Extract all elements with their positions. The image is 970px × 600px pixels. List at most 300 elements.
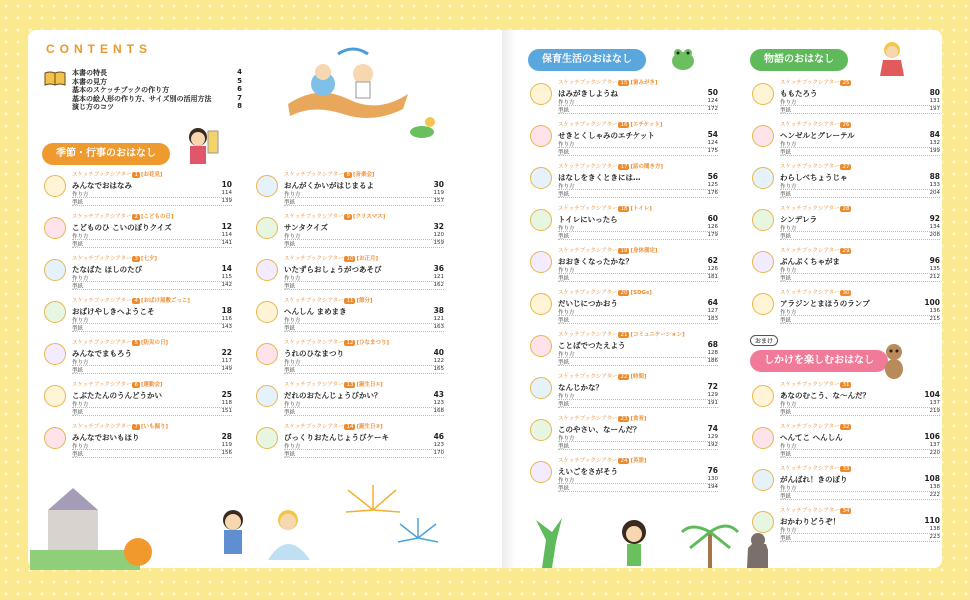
entry-page: 64 (707, 298, 718, 307)
girl-hood-icon (877, 40, 907, 78)
make-label: 作り方 (284, 276, 301, 282)
entry-title: だいじにつかおう (558, 299, 618, 308)
paper-page: 157 (433, 198, 444, 204)
make-label: 作り方 (72, 318, 89, 324)
entry-kicker (72, 296, 190, 304)
toc-entry[interactable] (256, 254, 444, 294)
toc-entry[interactable] (530, 120, 718, 160)
entry-page: 92 (929, 214, 940, 223)
entry-kicker (284, 296, 373, 304)
entry-thumbnail-icon (530, 251, 552, 273)
entry-make-row (558, 350, 718, 358)
book-icon (44, 70, 66, 86)
entry-kicker (780, 380, 852, 388)
entry-thumbnail-icon (44, 385, 66, 407)
paper-label: 型紙 (780, 318, 792, 324)
toc-entry[interactable] (530, 288, 718, 328)
toc-entry[interactable] (752, 380, 940, 420)
make-label: 作り方 (558, 142, 575, 148)
paper-page: 192 (707, 442, 718, 448)
paper-page: 220 (929, 450, 940, 456)
entry-paper-row (558, 148, 718, 156)
make-page: 137 (929, 442, 940, 448)
paper-page: 199 (929, 148, 940, 154)
entry-paper-row (780, 274, 940, 282)
entry-page: 36 (433, 264, 444, 273)
entry-title: こぶたたんのうんどうかい (72, 391, 162, 400)
toc-entry[interactable] (44, 212, 232, 252)
aladdin-carpet-illustration (278, 44, 418, 124)
entry-paper-row (558, 190, 718, 198)
paper-label: 型紙 (284, 242, 296, 248)
entry-number: 19 (620, 248, 628, 254)
entry-kicker-prefix: スケッチブックシアター (780, 466, 840, 472)
make-page: 114 (221, 190, 232, 196)
make-label: 作り方 (780, 486, 797, 492)
make-label: 作り方 (72, 234, 89, 240)
entry-title: おばけやしきへようこそ (72, 307, 155, 316)
entry-tag: [ひなまつり] (356, 340, 389, 346)
frog-icon (670, 46, 696, 72)
entry-page: 40 (433, 348, 444, 357)
entry-tag: [エチケット] (630, 122, 663, 128)
entry-kicker-prefix: スケッチブックシアター (558, 416, 618, 422)
make-label: 作り方 (284, 402, 301, 408)
entry-title: おおきくなったかな？ (558, 257, 633, 266)
entry-paper-row (558, 484, 718, 492)
entry-thumbnail-icon (530, 167, 552, 189)
paper-label: 型紙 (780, 452, 792, 458)
entry-kicker (72, 212, 174, 220)
make-label: 作り方 (558, 184, 575, 190)
entry-page: 22 (221, 348, 232, 357)
toc-row-page: 5 (237, 76, 242, 85)
make-page: 136 (929, 308, 940, 314)
entry-kicker (284, 254, 378, 262)
entry-page: 62 (707, 256, 718, 265)
entry-number: 31 (842, 382, 850, 388)
paper-page: 222 (929, 492, 940, 498)
entry-kicker-prefix: スケッチブックシアター (284, 424, 344, 430)
paper-label: 型紙 (558, 318, 570, 324)
entry-thumbnail-icon (256, 343, 278, 365)
entry-page: 54 (707, 130, 718, 139)
entry-title: たなばた ほしのたび (72, 265, 143, 274)
paper-label: 型紙 (558, 150, 570, 156)
entry-make-row (558, 434, 718, 442)
make-page: 118 (221, 400, 232, 406)
paper-label: 型紙 (558, 360, 570, 366)
make-page: 121 (433, 316, 444, 322)
entry-kicker-prefix: スケッチブックシアター (780, 206, 840, 212)
entry-thumbnail-icon (44, 175, 66, 197)
paper-page: 170 (433, 450, 444, 456)
entry-number: 24 (620, 458, 628, 464)
paper-page: 223 (929, 534, 940, 540)
make-label: 作り方 (780, 142, 797, 148)
entry-page: 68 (707, 340, 718, 349)
make-label: 作り方 (558, 352, 575, 358)
entry-thumbnail-icon (752, 167, 774, 189)
entry-page: 46 (433, 432, 444, 441)
make-label: 作り方 (558, 478, 575, 484)
entry-kicker-prefix: スケッチブックシアター (72, 256, 132, 262)
entry-page: 10 (221, 180, 232, 189)
entry-page: 28 (221, 432, 232, 441)
entry-title: だれのおたんじょうびかい？ (284, 391, 382, 400)
make-label: 作り方 (558, 268, 575, 274)
entry-make-row (284, 232, 444, 240)
entry-kicker-prefix: スケッチブックシアター (72, 340, 132, 346)
entry-number: 27 (842, 164, 850, 170)
entry-kicker (780, 204, 852, 212)
make-page: 129 (707, 392, 718, 398)
entry-paper-row (558, 274, 718, 282)
entry-paper-row (72, 450, 232, 458)
toc-entry[interactable] (752, 422, 940, 462)
paper-page: 181 (707, 274, 718, 280)
entry-tag: [コミュニケーション] (630, 332, 685, 338)
toc-row-title: 基本の絵人形の作り方、サイズ別の活用方法 (72, 94, 212, 103)
entry-make-row (780, 442, 940, 450)
genie-lamp-illustration (408, 112, 440, 142)
entry-kicker-prefix: スケッチブックシアター (558, 164, 618, 170)
make-page: 131 (929, 98, 940, 104)
entry-kicker-prefix: スケッチブックシアター (558, 458, 618, 464)
entry-kicker (780, 246, 852, 254)
make-label: 作り方 (284, 234, 301, 240)
make-label: 作り方 (72, 192, 89, 198)
make-page: 124 (707, 98, 718, 104)
make-page: 137 (929, 400, 940, 406)
entry-tag: [誕生日②] (356, 424, 383, 430)
entry-number: 28 (842, 206, 850, 212)
entry-number: 1 (134, 172, 138, 178)
entry-number: 4 (134, 298, 138, 304)
entry-kicker-prefix: スケッチブックシアター (558, 80, 618, 86)
entry-title: いたずらおしょうがつあそび (284, 265, 382, 274)
make-label: 作り方 (780, 100, 797, 106)
entry-thumbnail-icon (530, 83, 552, 105)
entry-kicker (780, 162, 852, 170)
entry-thumbnail-icon (752, 209, 774, 231)
entry-thumbnail-icon (752, 293, 774, 315)
toc-entry[interactable] (752, 78, 940, 118)
paper-page: 165 (433, 366, 444, 372)
entry-kicker (72, 380, 163, 388)
entry-number: 23 (620, 416, 628, 422)
entry-paper-row (72, 282, 232, 290)
entry-tag: [おばけ屋敷ごっこ] (140, 298, 190, 304)
bottom-scene-illustration (28, 480, 502, 570)
paper-page: 191 (707, 400, 718, 406)
entry-thumbnail-icon (530, 419, 552, 441)
entry-number: 12 (346, 340, 354, 346)
entry-number: 33 (842, 466, 850, 472)
entry-thumbnail-icon (752, 385, 774, 407)
entry-page: 12 (221, 222, 232, 231)
entry-number: 9 (346, 214, 350, 220)
entry-kicker (284, 380, 383, 388)
paper-label: 型紙 (780, 150, 792, 156)
paper-page: 175 (707, 148, 718, 154)
entry-paper-row (780, 316, 940, 324)
paper-label: 型紙 (780, 276, 792, 282)
toc-entry[interactable] (752, 120, 940, 160)
entry-number: 8 (346, 172, 350, 178)
entry-paper-row (558, 400, 718, 408)
entry-title: シンデレラ (780, 215, 818, 224)
entry-paper-row (284, 240, 444, 248)
entry-title: はなしをきくときには… (558, 173, 641, 182)
entry-make-row (284, 316, 444, 324)
entry-tag: [お花見] (140, 172, 163, 178)
entry-kicker-prefix: スケッチブックシアター (72, 298, 132, 304)
entry-make-row (558, 308, 718, 316)
toc-entry[interactable] (256, 170, 444, 210)
entry-title: へんしん まめまき (284, 307, 347, 316)
toc-entry[interactable] (44, 422, 232, 462)
entry-page: 72 (707, 382, 718, 391)
entry-make-row (780, 308, 940, 316)
entry-tag: [話の聞き方] (630, 164, 663, 170)
make-label: 作り方 (284, 360, 301, 366)
make-label: 作り方 (284, 318, 301, 324)
entry-page: 32 (433, 222, 444, 231)
paper-label: 型紙 (284, 452, 296, 458)
paper-label: 型紙 (558, 234, 570, 240)
entry-title: サンタクイズ (284, 223, 328, 232)
paper-page: 197 (929, 106, 940, 112)
entry-page: 100 (924, 298, 940, 307)
entry-title: えいごをさがそう (558, 467, 618, 476)
entry-thumbnail-icon (256, 301, 278, 323)
toc-entry[interactable] (752, 162, 940, 202)
entry-kicker-prefix: スケッチブックシアター (72, 172, 132, 178)
entry-number: 6 (134, 382, 138, 388)
entry-tag: [トイレ] (630, 206, 652, 212)
entry-page: 30 (433, 180, 444, 189)
toc-entry[interactable] (256, 212, 444, 252)
entry-paper-row (780, 148, 940, 156)
entry-make-row (284, 274, 444, 282)
toc-entry[interactable] (530, 162, 718, 202)
entry-number: 10 (346, 256, 354, 262)
paper-page: 194 (707, 484, 718, 490)
paper-label: 型紙 (72, 368, 84, 374)
toc-entry[interactable] (530, 246, 718, 286)
make-page: 138 (929, 526, 940, 532)
paper-page: 151 (221, 408, 232, 414)
paper-page: 212 (929, 274, 940, 280)
entry-page: 38 (433, 306, 444, 315)
entry-tag: [お正月] (356, 256, 378, 262)
entry-page: 106 (924, 432, 940, 441)
entry-tag: [歯みがき] (630, 80, 658, 86)
paper-label: 型紙 (72, 242, 84, 248)
entry-tag: [食育] (630, 416, 647, 422)
entry-kicker (284, 170, 375, 178)
paper-label: 型紙 (780, 108, 792, 114)
toc-entry[interactable] (752, 464, 940, 504)
toc-row-title: 本書の見方 (72, 77, 107, 86)
entry-kicker-prefix: スケッチブックシアター (284, 382, 344, 388)
entry-title: はみがきしようね (558, 89, 618, 98)
paper-label: 型紙 (558, 276, 570, 282)
toc-row-title: 演じ方のコツ (72, 103, 114, 111)
toc-entry[interactable] (256, 296, 444, 336)
toc-entry[interactable] (752, 246, 940, 286)
entry-title: なんじかな？ (558, 383, 603, 392)
make-label: 作り方 (72, 360, 89, 366)
entry-page: 43 (433, 390, 444, 399)
make-page: 129 (707, 434, 718, 440)
entry-tag: [七夕] (140, 256, 157, 262)
entry-tag: [クリスマス] (352, 214, 386, 220)
entry-thumbnail-icon (256, 385, 278, 407)
entry-title: ことばでつたえよう (558, 341, 626, 350)
omake-badge: おまけ (750, 335, 778, 346)
entry-kicker (72, 170, 163, 178)
paper-label: 型紙 (558, 402, 570, 408)
entry-kicker (558, 246, 658, 254)
entry-make-row (72, 358, 232, 366)
toc-row-page: 4 (237, 68, 242, 76)
toc-row-page: 7 (237, 93, 242, 102)
entry-paper-row (72, 366, 232, 374)
entry-title: みんなでまもろう (72, 349, 132, 358)
entry-page: 84 (929, 130, 940, 139)
toc-entry[interactable] (44, 380, 232, 420)
toc-entry[interactable] (44, 254, 232, 294)
toc-entry[interactable] (530, 372, 718, 412)
make-page: 125 (707, 182, 718, 188)
make-page: 115 (221, 274, 232, 280)
toc-entry[interactable] (530, 204, 718, 244)
entry-kicker (558, 372, 647, 380)
paper-label: 型紙 (284, 326, 296, 332)
paper-page: 215 (929, 316, 940, 322)
toc-entry[interactable] (44, 338, 232, 378)
toc-entry[interactable] (256, 422, 444, 462)
entry-thumbnail-icon (256, 175, 278, 197)
entry-kicker (558, 414, 647, 422)
entry-thumbnail-icon (256, 259, 278, 281)
entry-number: 5 (134, 340, 138, 346)
entry-kicker-prefix: スケッチブックシアター (780, 248, 840, 254)
entry-kicker-prefix: スケッチブックシアター (780, 424, 840, 430)
entry-make-row (284, 442, 444, 450)
paper-page: 186 (707, 358, 718, 364)
toc-row-page: 8 (237, 102, 242, 110)
entry-tag: [誕生日①] (356, 382, 383, 388)
entry-kicker-prefix: スケッチブックシアター (284, 172, 344, 178)
make-page: 124 (707, 140, 718, 146)
entry-make-row (284, 400, 444, 408)
toc-row[interactable] (72, 102, 242, 112)
make-page: 114 (221, 232, 232, 238)
entry-kicker-prefix: スケッチブックシアター (558, 206, 618, 212)
entry-kicker-prefix: スケッチブックシアター (558, 122, 618, 128)
toc-entry[interactable] (256, 338, 444, 378)
toc-entry[interactable] (44, 170, 232, 210)
entry-kicker-prefix: スケッチブックシアター (558, 248, 618, 254)
section-pill-seasonal: 季節・行事のおはなし (42, 143, 170, 165)
entry-paper-row (780, 106, 940, 114)
toc-entry[interactable] (530, 78, 718, 118)
toc-entry[interactable] (256, 380, 444, 420)
entry-kicker-prefix: スケッチブックシアター (780, 382, 840, 388)
entry-paper-row (558, 442, 718, 450)
entry-number: 30 (842, 290, 850, 296)
entry-make-row (780, 224, 940, 232)
paper-page: 162 (433, 282, 444, 288)
entry-kicker (558, 330, 685, 338)
make-page: 135 (929, 266, 940, 272)
toc-entry[interactable] (530, 456, 718, 496)
paper-label: 型紙 (558, 486, 570, 492)
section-pill-stories: 物語のおはなし (750, 49, 848, 71)
entry-make-row (72, 274, 232, 282)
entry-page: 18 (221, 306, 232, 315)
entry-number: 18 (620, 206, 628, 212)
entry-paper-row (558, 316, 718, 324)
entry-paper-row (780, 190, 940, 198)
entry-number: 22 (620, 374, 628, 380)
paper-page: 149 (221, 366, 232, 372)
toc-entry[interactable] (752, 288, 940, 328)
entry-paper-row (72, 324, 232, 332)
entry-make-row (284, 190, 444, 198)
paper-page: 141 (221, 240, 232, 246)
entry-title: みんなでおはなみ (72, 181, 132, 190)
paper-page: 139 (221, 198, 232, 204)
toc-entry[interactable] (530, 414, 718, 454)
entry-paper-row (558, 358, 718, 366)
entry-kicker (72, 422, 168, 430)
paper-label: 型紙 (558, 108, 570, 114)
make-label: 作り方 (780, 402, 797, 408)
toc-entry[interactable] (752, 204, 940, 244)
entry-page: 96 (929, 256, 940, 265)
toc-entry[interactable] (530, 330, 718, 370)
entry-kicker-prefix: スケッチブックシアター (72, 214, 132, 220)
entry-page: 60 (707, 214, 718, 223)
entry-number: 2 (134, 214, 138, 220)
entry-thumbnail-icon (752, 427, 774, 449)
entry-make-row (558, 266, 718, 274)
entry-make-row (780, 400, 940, 408)
entry-page: 110 (924, 516, 940, 525)
entry-paper-row (780, 450, 940, 458)
entry-thumbnail-icon (44, 427, 66, 449)
toc-entry[interactable] (44, 296, 232, 336)
entry-kicker-prefix: スケッチブックシアター (284, 256, 344, 262)
entry-number: 14 (346, 424, 354, 430)
paper-page: 176 (707, 190, 718, 196)
entry-page: 76 (707, 466, 718, 475)
entry-paper-row (780, 408, 940, 416)
entry-thumbnail-icon (752, 125, 774, 147)
entry-tag: [節分] (356, 298, 373, 304)
entry-tag: [音楽会] (352, 172, 375, 178)
entry-kicker-prefix: スケッチブックシアター (72, 382, 132, 388)
entry-title: うれのひなまつり (284, 349, 344, 358)
entry-make-row (558, 140, 718, 148)
entry-tag: [運動会] (140, 382, 163, 388)
make-label: 作り方 (780, 310, 797, 316)
entry-kicker (558, 78, 658, 86)
